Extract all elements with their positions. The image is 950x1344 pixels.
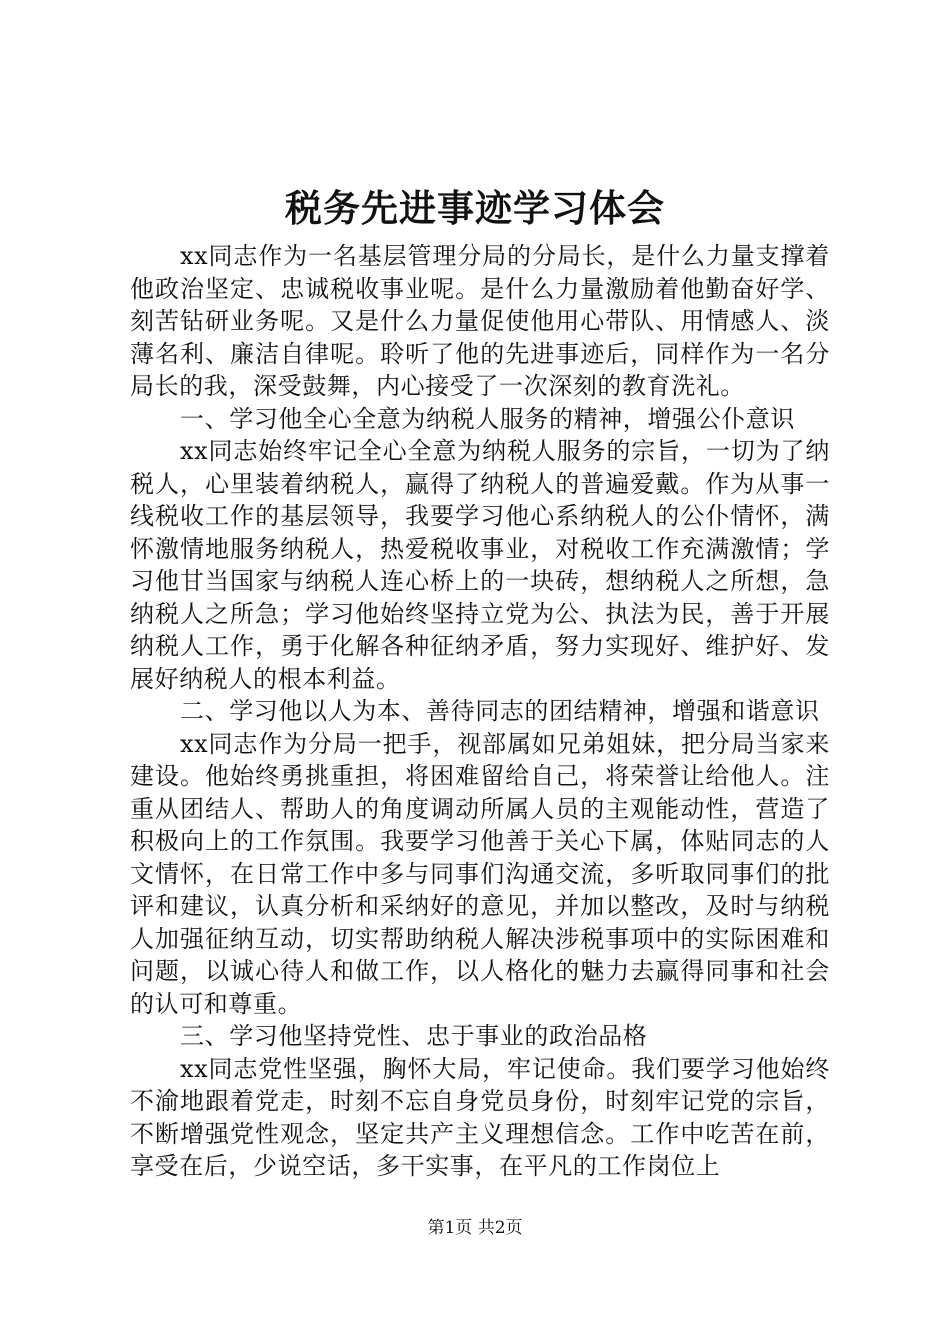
- section-heading-3: 三、学习他坚持党性、忠于事业的政治品格: [180, 1022, 648, 1050]
- page-number-footer: 第1页 共2页: [427, 1218, 523, 1238]
- section-heading-2: 二、学习他以人为本、善待同志的团结精神，增强和谐意识: [180, 697, 820, 725]
- section-heading-1: 一、学习他全心全意为纳税人服务的精神，增强公仆意识: [180, 404, 795, 433]
- section-paragraph-1: xx同志始终牢记全心全意为纳税人服务的宗旨，一切为了纳税人，心里装着纳税人，赢得了纳税人的普遍爱戴。作为从事一线税收工作的基层领导，我要学习他心系纳税人的公仆情怀，满怀激情地服务纳税人，热爱税收事业，对税收工作充满激情；学习他甘当国家与纳税人连心桥上的一块砖，想纳税人之所想，急纳税人之所急；学习他始终坚持立党为公、执法为民，善于开展纳税人工作，勇于化解各种征纳矛盾，努力实现好、维护好、发展好纳税人的根本利益。: [130, 437, 830, 693]
- document-body: [130, 240, 830, 1183]
- section-paragraph-2: xx同志作为分局一把手，视部属如兄弟姐妹，把分局当家来建设。他始终勇挑重担，将困难留给自己，将荣誉让给他人。注重从团结人、帮助人的角度调动所属人员的主观能动性，营造了积极向上的工作氛围。我要学习他善于关心下属，体贴同志的人文情怀，在日常工作中多与同事们沟通交流，多听取同事们的批评和建议，认真分析和采纳好的意见，并加以整改，及时与纳税人加强征纳互动，切实帮助纳税人解决涉税事项中的实际困难和问题，以诚心待人和做工作，以人格化的魅力去赢得同事和社会的认可和尊重。: [130, 729, 830, 1018]
- section-paragraph-3: xx同志党性坚强，胸怀大局，牢记使命。我们要学习他始终不渝地跟着党走，时刻不忘自身党员身份，时刻牢记党的宗旨，不断增强党性观念，坚定共产主义理想信念。工作中吃苦在前，享受在后，少说空话，多干实事，在平凡的工作岗位上: [130, 1054, 830, 1180]
- intro-paragraph: xx同志作为一名基层管理分局的分局长，是什么力量支撑着他政治坚定、忠诚税收事业呢。是什么力量激励着他勤奋好学、刻苦钻研业务呢。又是什么力量促使他用心带队、用情感人、淡薄名利、廉洁自律呢。聆听了他的先进事迹后，同样作为一名分局长的我，深受鼓舞，内心接受了一次深刻的教育洗礼。: [130, 242, 830, 400]
- document-title: 税务先进事迹学习体会: [285, 186, 665, 230]
